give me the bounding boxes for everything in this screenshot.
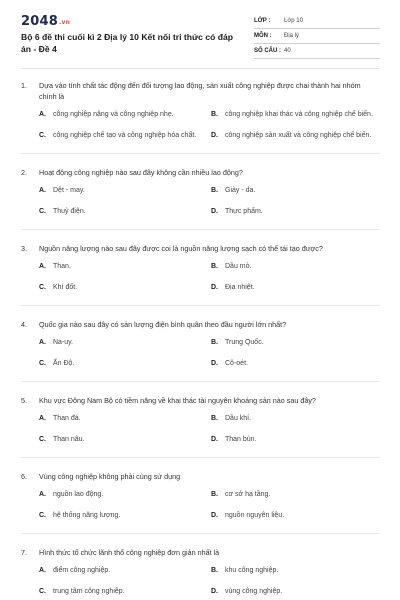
option-text: công nghiệp sản xuất và công nghiệp chế biến.: [225, 132, 372, 139]
exam-title: Bộ 6 đề thi cuối kì 2 Địa lý 10 Kết nối tri thức có đáp án - Đề 4: [21, 32, 234, 54]
meta-row-subject: [254, 29, 380, 44]
question-body: Dựa vào tính chất tác động đến đối tượng lao động, sản xuất công nghiệp được chai thành hai nhóm chính là: [39, 81, 361, 101]
option-c[interactable]: [39, 511, 211, 521]
option-a[interactable]: [39, 262, 211, 272]
option-text: nguồn nguyên liệu.: [225, 512, 285, 519]
option-c[interactable]: [39, 359, 211, 369]
option-text: công nghiệp chế tạo và công nghiệp hóa chất.: [53, 132, 197, 139]
question-body: Nguồn năng lượng nào sau đây được coi là nguồn năng lượng sạch có thể tái tạo được?: [39, 244, 323, 253]
option-b[interactable]: [211, 186, 383, 196]
question-text: [21, 167, 380, 178]
option-d[interactable]: [211, 511, 383, 521]
option-d[interactable]: [211, 207, 383, 217]
option-c[interactable]: [39, 207, 211, 217]
options: [21, 262, 380, 293]
question-text: [21, 547, 380, 558]
option-text: Khí đốt.: [53, 284, 78, 291]
meta-row-grade: [254, 14, 380, 29]
option-text: Than nâu.: [53, 436, 85, 443]
option-c[interactable]: [39, 587, 211, 597]
option-letter: C.: [39, 208, 46, 215]
option-letter: C.: [39, 436, 46, 443]
option-letter: C.: [39, 284, 46, 291]
option-text: công nghiệp nặng và công nghiệp nhẹ.: [53, 111, 174, 118]
meta-value: Lớp 10: [284, 18, 303, 24]
options: [21, 186, 380, 217]
option-letter: B.: [211, 187, 218, 194]
option-text: trung tâm công nghiệp.: [53, 588, 125, 595]
option-letter: A.: [39, 415, 46, 422]
option-text: cơ sở hạ tầng.: [225, 491, 271, 498]
header-divider: [21, 68, 380, 69]
question-separator: [21, 229, 380, 230]
site-logo[interactable]: [21, 14, 70, 29]
question-1: [21, 80, 380, 141]
option-text: khu công nghiệp.: [225, 567, 279, 574]
option-b[interactable]: [211, 338, 383, 348]
question-number: 2.: [21, 168, 27, 177]
option-letter: A.: [39, 491, 46, 498]
question-body: Hình thức tổ chức lãnh thổ công nghiệp đơn giản nhất là: [39, 548, 220, 557]
option-a[interactable]: [39, 186, 211, 196]
question-body: Quốc gia nào sau đây có sản lượng điện bình quân theo đầu người lớn nhất?: [39, 320, 287, 329]
meta-key: MÔN :: [254, 33, 272, 39]
option-text: Dầu mỏ.: [225, 263, 252, 270]
option-text: nguồn lao động.: [53, 491, 104, 498]
question-2: [21, 167, 380, 217]
option-text: Địa nhiệt.: [225, 284, 255, 291]
option-text: Dầu khí.: [225, 415, 252, 422]
question-separator: [21, 457, 380, 458]
meta-value: Địa lý: [284, 33, 300, 39]
meta-row-count: [254, 44, 380, 59]
option-letter: A.: [39, 263, 46, 270]
option-text: Giày - da.: [225, 187, 256, 194]
header: [0, 0, 400, 66]
option-a[interactable]: [39, 110, 211, 120]
options: [21, 414, 380, 445]
option-text: vùng công nghiệp.: [225, 588, 283, 595]
meta-key: SỐ CÂU :: [254, 48, 281, 54]
meta-key: LỚP :: [254, 18, 271, 24]
option-letter: D.: [211, 436, 218, 443]
option-c[interactable]: [39, 283, 211, 293]
option-a[interactable]: [39, 414, 211, 424]
option-letter: B.: [211, 491, 218, 498]
option-text: điểm công nghiệp.: [53, 567, 111, 574]
option-a[interactable]: [39, 566, 211, 576]
option-text: Dệt - may.: [53, 187, 85, 194]
option-letter: B.: [211, 415, 218, 422]
option-text: Thực phẩm.: [225, 208, 263, 215]
option-text: công nghiệp khai thác và công nghiệp chế biến.: [225, 111, 373, 118]
option-d[interactable]: [211, 587, 383, 597]
option-a[interactable]: [39, 338, 211, 348]
option-letter: A.: [39, 187, 46, 194]
option-letter: C.: [39, 132, 46, 139]
option-text: Than đá.: [53, 415, 81, 422]
question-body: Hoạt động công nghiệp nào sau đây không cần nhiều lao động?: [39, 168, 243, 177]
option-b[interactable]: [211, 414, 383, 424]
question-number: 5.: [21, 396, 27, 405]
option-b[interactable]: [211, 490, 383, 500]
option-letter: C.: [39, 360, 46, 367]
question-body: Khu vực Đông Nam Bộ có tiềm năng về khai thác tài nguyên khoáng sản nào sau đây?: [39, 396, 316, 405]
question-number: 1.: [21, 81, 27, 90]
question-number: 4.: [21, 320, 27, 329]
option-letter: D.: [211, 208, 218, 215]
option-text: Ấn Độ.: [53, 360, 75, 367]
question-5: [21, 395, 380, 445]
option-text: Trung Quốc.: [225, 339, 264, 346]
option-letter: B.: [211, 339, 218, 346]
option-d[interactable]: [211, 131, 383, 141]
option-letter: D.: [211, 284, 218, 291]
option-letter: B.: [211, 111, 218, 118]
question-separator: [21, 153, 380, 154]
option-text: Than bùn.: [225, 436, 257, 443]
option-d[interactable]: [211, 283, 383, 293]
question-list: [21, 80, 380, 597]
logo-main: 2048: [21, 14, 58, 29]
question-text: [21, 395, 380, 406]
option-text: Thuỷ điện.: [53, 208, 86, 215]
meta-value: 40: [284, 48, 291, 54]
option-letter: D.: [211, 512, 218, 519]
option-b[interactable]: [211, 110, 383, 120]
option-letter: A.: [39, 567, 46, 574]
question-separator: [21, 305, 380, 306]
option-a[interactable]: [39, 490, 211, 500]
question-4: [21, 319, 380, 369]
option-d[interactable]: [211, 359, 383, 369]
question-6: [21, 471, 380, 521]
option-letter: C.: [39, 588, 46, 595]
exam-meta: [254, 14, 380, 59]
option-letter: A.: [39, 339, 46, 346]
question-text: [21, 319, 380, 330]
question-number: 7.: [21, 548, 27, 557]
option-c[interactable]: [39, 435, 211, 445]
question-separator: [21, 381, 380, 382]
question-text: [21, 243, 380, 254]
option-letter: A.: [39, 111, 46, 118]
question-body: Vùng công nghiệp không phải cùng sử dụng: [39, 472, 181, 481]
logo-sub: .vn: [58, 19, 71, 26]
option-letter: D.: [211, 360, 218, 367]
question-number: 6.: [21, 472, 27, 481]
options: [21, 338, 380, 369]
option-letter: C.: [39, 512, 46, 519]
question-text: [21, 80, 380, 102]
option-b[interactable]: [211, 566, 383, 576]
option-d[interactable]: [211, 435, 383, 445]
option-text: Na-uy.: [53, 339, 74, 346]
option-text: hệ thống năng lượng.: [53, 512, 121, 519]
options: [21, 490, 380, 521]
option-b[interactable]: [211, 262, 383, 272]
option-letter: D.: [211, 588, 218, 595]
question-separator: [21, 533, 380, 534]
option-letter: D.: [211, 132, 218, 139]
question-3: [21, 243, 380, 293]
options: [21, 566, 380, 597]
question-number: 3.: [21, 244, 27, 253]
question-7: [21, 547, 380, 597]
options: [21, 110, 380, 141]
option-letter: B.: [211, 263, 218, 270]
option-c[interactable]: [39, 131, 211, 141]
question-text: [21, 471, 380, 482]
option-text: Cô-oét.: [225, 360, 248, 367]
option-text: Than.: [53, 263, 71, 270]
option-letter: B.: [211, 567, 218, 574]
